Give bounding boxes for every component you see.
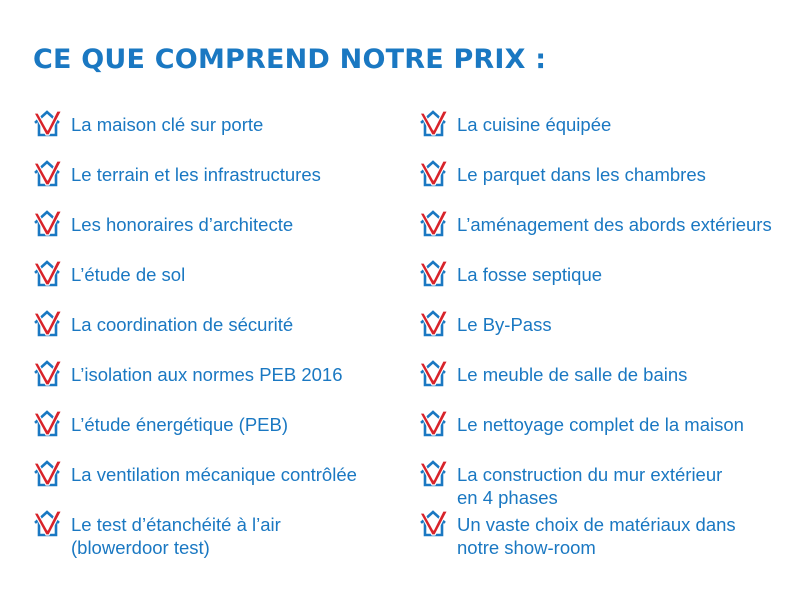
list-item <box>33 508 408 559</box>
house-check-icon <box>419 258 449 288</box>
list-item <box>33 408 408 438</box>
list-item-label: L’étude de sol <box>71 264 186 285</box>
house-check-icon <box>33 158 63 188</box>
house-check-icon <box>33 108 63 138</box>
list-item <box>419 108 794 138</box>
list-item-label: Le By-Pass <box>457 314 552 335</box>
list-item-label: L’isolation aux normes PEB 2016 <box>71 364 343 385</box>
list-item-label: La cuisine équipée <box>457 114 612 135</box>
list-item <box>33 308 408 338</box>
house-check-icon <box>33 458 63 488</box>
house-check-icon <box>33 308 63 338</box>
list-item <box>419 158 794 188</box>
list-item <box>419 358 794 388</box>
house-check-icon <box>419 508 449 538</box>
list-item <box>419 408 794 438</box>
list-item <box>33 108 408 138</box>
house-check-icon <box>419 308 449 338</box>
list-item-label: La ventilation mécanique contrôlée <box>71 464 357 485</box>
list-item <box>33 208 408 238</box>
list-item <box>33 358 408 388</box>
house-check-icon <box>33 508 63 538</box>
list-item <box>419 508 794 559</box>
house-check-icon <box>419 408 449 438</box>
list-item <box>33 458 408 488</box>
house-check-icon <box>419 208 449 238</box>
house-check-icon <box>33 208 63 238</box>
list-item-label: L’étude énergétique (PEB) <box>71 414 289 435</box>
house-check-icon <box>419 458 449 488</box>
list-item-label: La coordination de sécurité <box>71 314 294 335</box>
list-item-label: L’aménagement des abords extérieurs <box>457 214 772 235</box>
list-item-label: Le terrain et les infrastructures <box>71 164 321 185</box>
house-check-icon <box>33 358 63 388</box>
list-item-label: La construction du mur extérieur en 4 phases <box>457 464 723 508</box>
house-check-icon <box>33 258 63 288</box>
house-check-icon <box>419 108 449 138</box>
page-title: CE QUE COMPREND NOTRE PRIX : <box>33 44 547 75</box>
list-item-label: Les honoraires d’architecte <box>71 214 294 235</box>
list-item-label: La maison clé sur porte <box>71 114 264 135</box>
list-item <box>419 208 794 238</box>
list-item <box>419 458 794 509</box>
list-item <box>33 258 408 288</box>
list-item-label: Le nettoyage complet de la maison <box>457 414 744 435</box>
house-check-icon <box>419 358 449 388</box>
list-item-label: La fosse septique <box>457 264 603 285</box>
list-item <box>419 258 794 288</box>
list-item-label: Un vaste choix de matériaux dans notre show-room <box>457 514 736 558</box>
list-item <box>419 308 794 338</box>
house-check-icon <box>419 158 449 188</box>
house-check-icon <box>33 408 63 438</box>
list-item <box>33 158 408 188</box>
list-item-label: Le parquet dans les chambres <box>457 164 706 185</box>
list-item-label: Le meuble de salle de bains <box>457 364 688 385</box>
list-item-label: Le test d’étanchéité à l’air (blowerdoor test) <box>71 514 281 558</box>
